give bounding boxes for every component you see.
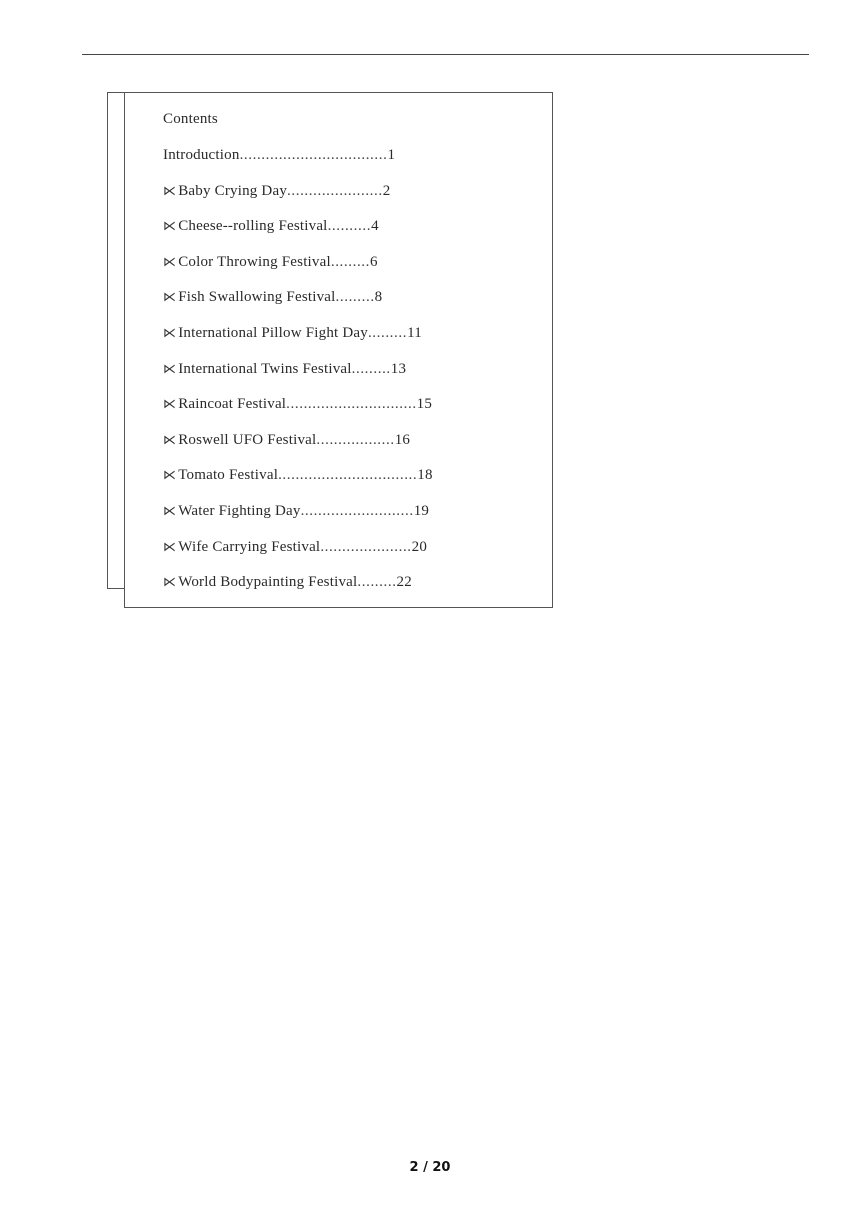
toc-entry[interactable] [163,183,433,219]
toc-entry[interactable] [163,503,433,539]
toc-entry[interactable] [163,254,433,290]
toc-entry-label: International Pillow Fight Day [178,324,368,341]
toc-entry-leader: ................................ [278,467,418,484]
toc-entry-page: 13 [390,360,407,377]
toc-entry-leader: ...................... [287,182,383,199]
toc-entry-leader: ......... [357,574,397,591]
toc-entry-leader: ......... [330,253,371,270]
toc-entry-page: 1 [387,147,396,163]
toc-entry[interactable] [163,289,433,325]
toc-entry[interactable] [163,574,433,610]
page-indicator: 2 / 20 [409,1160,451,1175]
toc-entry[interactable] [163,147,433,183]
toc-entry-label: Fish Swallowing Festival [178,289,336,306]
toc-entry[interactable] [163,218,433,254]
table-of-contents [124,92,553,608]
toc-entry-label: Wife Carrying Festival [178,538,321,555]
toc-entry-leader: .................. [316,431,395,448]
toc-entry[interactable] [163,361,433,397]
toc-entry-label: International Twins Festival [178,360,352,377]
toc-title: Contents [163,111,218,127]
toc-entry-leader: .................................. [239,147,388,163]
bullet-icon: ⋉ [163,219,177,235]
bullet-icon: ⋉ [163,503,177,519]
toc-entry-page: 22 [396,574,412,591]
toc-entry-label: Raincoat Festival [178,396,287,413]
toc-entry-label: Roswell UFO Festival [178,431,317,448]
toc-entry-page: 15 [416,396,433,413]
toc-entry-label: Introduction [163,147,240,163]
toc-entry-page: 16 [394,431,411,448]
bullet-icon: ⋉ [163,361,177,377]
bullet-icon: ⋉ [163,432,177,448]
header-rule [82,54,809,55]
toc-entry-page: 11 [407,324,422,341]
bullet-icon: ⋉ [163,539,177,555]
toc-entry[interactable] [163,396,433,432]
bullet-icon: ⋉ [163,397,177,413]
bullet-icon: ⋉ [163,254,177,270]
bullet-icon: ⋉ [163,290,177,306]
book-spine-decoration [107,92,125,589]
toc-entry-page: 18 [417,467,433,484]
toc-entry[interactable] [163,539,433,575]
toc-entry-leader: ......... [367,324,408,341]
toc-entry-leader: ......... [335,289,375,306]
bullet-icon: ⋉ [163,183,177,199]
toc-entry-leader: ..................... [320,538,412,555]
toc-list [163,147,433,610]
toc-entry-label: World Bodypainting Festival [178,574,358,591]
toc-entry-leader: .......... [327,218,372,235]
toc-entry-page: 6 [370,253,378,270]
bullet-icon: ⋉ [163,325,177,341]
toc-entry-label: Water Fighting Day [178,502,301,519]
toc-entry-leader: .......................... [300,502,414,519]
toc-entry-page: 19 [413,502,430,519]
toc-entry-label: Tomato Festival [178,467,279,484]
toc-entry-label: Baby Crying Day [178,182,288,199]
toc-entry[interactable] [163,432,433,468]
bullet-icon: ⋉ [163,468,177,484]
toc-entry-page: 20 [411,538,428,555]
toc-entry-leader: .............................. [286,396,417,413]
toc-entry-page: 4 [371,218,379,235]
bullet-icon: ⋉ [163,575,177,591]
toc-entry-page: 2 [382,182,391,199]
toc-entry[interactable] [163,325,433,361]
toc-entry-label: Cheese--rolling Festival [178,218,328,235]
toc-entry-label: Color Throwing Festival [178,253,331,270]
toc-entry[interactable] [163,467,433,503]
toc-entry-page: 8 [374,289,383,306]
toc-entry-leader: ......... [351,360,391,377]
